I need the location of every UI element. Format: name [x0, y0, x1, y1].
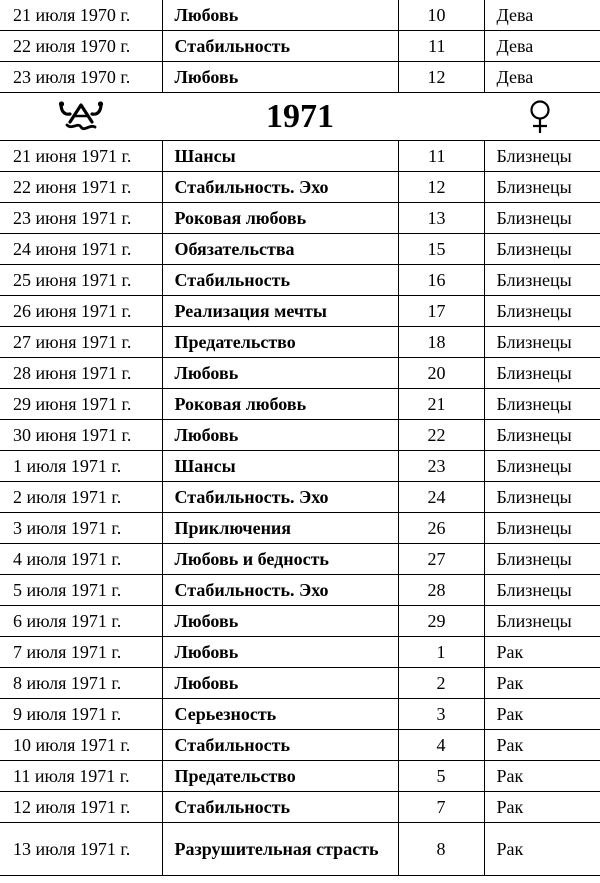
title-cell: Предательство — [162, 327, 398, 358]
table-row — [0, 172, 600, 203]
number-cell: 15 — [398, 234, 484, 265]
sign-cell: Рак — [484, 668, 600, 699]
sign-cell: Близнецы — [484, 606, 600, 637]
venus-symbol-icon — [527, 99, 553, 135]
year-header-cell — [0, 93, 600, 141]
number-cell: 4 — [398, 730, 484, 761]
number-cell: 2 — [398, 668, 484, 699]
sign-cell: Рак — [484, 761, 600, 792]
number-cell: 11 — [398, 141, 484, 172]
title-cell: Шансы — [162, 451, 398, 482]
sign-cell: Рак — [484, 792, 600, 823]
sign-cell: Близнецы — [484, 234, 600, 265]
date-cell: 10 июля 1971 г. — [0, 730, 162, 761]
sign-cell: Рак — [484, 637, 600, 668]
table-row — [0, 327, 600, 358]
sign-cell: Рак — [484, 730, 600, 761]
date-cell: 24 июня 1971 г. — [0, 234, 162, 265]
date-cell: 22 июня 1971 г. — [0, 172, 162, 203]
date-cell: 3 июля 1971 г. — [0, 513, 162, 544]
title-cell: Любовь — [162, 606, 398, 637]
title-cell: Шансы — [162, 141, 398, 172]
date-cell: 30 июня 1971 г. — [0, 420, 162, 451]
sign-cell: Близнецы — [484, 420, 600, 451]
number-cell: 11 — [398, 31, 484, 62]
sign-cell: Близнецы — [484, 389, 600, 420]
date-cell: 27 июня 1971 г. — [0, 327, 162, 358]
table-row — [0, 358, 600, 389]
number-cell: 7 — [398, 792, 484, 823]
number-cell: 3 — [398, 699, 484, 730]
table-row — [0, 296, 600, 327]
table-row — [0, 730, 600, 761]
table-row — [0, 141, 600, 172]
date-cell: 26 июня 1971 г. — [0, 296, 162, 327]
title-cell: Стабильность — [162, 730, 398, 761]
sign-cell: Рак — [484, 823, 600, 876]
sign-cell: Рак — [484, 699, 600, 730]
table-row — [0, 482, 600, 513]
number-cell: 10 — [398, 0, 484, 31]
table-row — [0, 234, 600, 265]
table-row — [0, 0, 600, 31]
date-cell: 29 июня 1971 г. — [0, 389, 162, 420]
year-header-row — [0, 93, 600, 141]
sign-cell: Близнецы — [484, 358, 600, 389]
title-cell: Стабильность — [162, 792, 398, 823]
sign-cell: Близнецы — [484, 203, 600, 234]
sign-cell: Близнецы — [484, 265, 600, 296]
sign-cell: Близнецы — [484, 544, 600, 575]
date-cell: 2 июля 1971 г. — [0, 482, 162, 513]
number-cell: 22 — [398, 420, 484, 451]
date-cell: 11 июля 1971 г. — [0, 761, 162, 792]
title-cell: Стабильность — [162, 265, 398, 296]
date-cell: 1 июля 1971 г. — [0, 451, 162, 482]
date-cell: 8 июля 1971 г. — [0, 668, 162, 699]
sign-cell: Дева — [484, 0, 600, 31]
table-row — [0, 792, 600, 823]
number-cell: 1 — [398, 637, 484, 668]
number-cell: 24 — [398, 482, 484, 513]
table-row — [0, 265, 600, 296]
title-cell: Роковая любовь — [162, 389, 398, 420]
title-cell: Предательство — [162, 761, 398, 792]
number-cell: 20 — [398, 358, 484, 389]
title-cell: Обязательства — [162, 234, 398, 265]
sign-cell: Близнецы — [484, 172, 600, 203]
date-cell: 21 июня 1971 г. — [0, 141, 162, 172]
date-cell: 21 июля 1970 г. — [0, 0, 162, 31]
number-cell: 18 — [398, 327, 484, 358]
table-row — [0, 420, 600, 451]
title-cell: Приключения — [162, 513, 398, 544]
sign-cell: Близнецы — [484, 451, 600, 482]
year-header-section — [0, 93, 600, 141]
date-cell: 23 июня 1971 г. — [0, 203, 162, 234]
number-cell: 27 — [398, 544, 484, 575]
number-cell: 13 — [398, 203, 484, 234]
table-row — [0, 62, 600, 93]
date-cell: 5 июля 1971 г. — [0, 575, 162, 606]
table-row — [0, 606, 600, 637]
sign-cell: Дева — [484, 31, 600, 62]
title-cell: Любовь и бедность — [162, 544, 398, 575]
table-row — [0, 823, 600, 876]
sign-cell: Близнецы — [484, 513, 600, 544]
number-cell: 23 — [398, 451, 484, 482]
table-row — [0, 31, 600, 62]
sign-cell: Близнецы — [484, 327, 600, 358]
date-cell: 28 июня 1971 г. — [0, 358, 162, 389]
date-cell: 25 июня 1971 г. — [0, 265, 162, 296]
number-cell: 12 — [398, 62, 484, 93]
table-row — [0, 761, 600, 792]
sign-cell: Близнецы — [484, 575, 600, 606]
table-row — [0, 637, 600, 668]
number-cell: 16 — [398, 265, 484, 296]
date-cell: 4 июля 1971 г. — [0, 544, 162, 575]
number-cell: 12 — [398, 172, 484, 203]
table-row — [0, 668, 600, 699]
date-cell: 23 июля 1970 г. — [0, 62, 162, 93]
title-cell: Серьезность — [162, 699, 398, 730]
title-cell: Любовь — [162, 637, 398, 668]
table-row — [0, 451, 600, 482]
title-cell: Любовь — [162, 420, 398, 451]
date-cell: 12 июля 1971 г. — [0, 792, 162, 823]
title-cell: Любовь — [162, 668, 398, 699]
number-cell: 5 — [398, 761, 484, 792]
number-cell: 8 — [398, 823, 484, 876]
year-band — [0, 93, 600, 140]
rows-1971 — [0, 141, 600, 876]
table-row — [0, 203, 600, 234]
number-cell: 26 — [398, 513, 484, 544]
sign-cell: Близнецы — [484, 141, 600, 172]
table-row — [0, 544, 600, 575]
table-row — [0, 389, 600, 420]
title-cell: Стабильность — [162, 31, 398, 62]
number-cell: 28 — [398, 575, 484, 606]
date-cell: 9 июля 1971 г. — [0, 699, 162, 730]
number-cell: 21 — [398, 389, 484, 420]
title-cell: Реализация мечты — [162, 296, 398, 327]
table-row — [0, 575, 600, 606]
date-cell: 13 июля 1971 г. — [0, 823, 162, 876]
table-row — [0, 513, 600, 544]
title-cell: Любовь — [162, 62, 398, 93]
title-cell: Стабильность. Эхо — [162, 172, 398, 203]
sign-cell: Близнецы — [484, 482, 600, 513]
sign-cell: Дева — [484, 62, 600, 93]
year-label: 1971 — [266, 98, 334, 135]
sign-cell: Близнецы — [484, 296, 600, 327]
title-cell: Любовь — [162, 0, 398, 31]
date-cell: 22 июля 1970 г. — [0, 31, 162, 62]
title-cell: Стабильность. Эхо — [162, 575, 398, 606]
title-cell: Любовь — [162, 358, 398, 389]
number-cell: 17 — [398, 296, 484, 327]
number-cell: 29 — [398, 606, 484, 637]
date-cell: 7 июля 1971 г. — [0, 637, 162, 668]
date-cell: 6 июля 1971 г. — [0, 606, 162, 637]
table-row — [0, 699, 600, 730]
title-cell: Стабильность. Эхо — [162, 482, 398, 513]
rows-1970 — [0, 0, 600, 93]
title-cell: Роковая любовь — [162, 203, 398, 234]
title-cell: Разрушительная страсть — [162, 823, 398, 876]
